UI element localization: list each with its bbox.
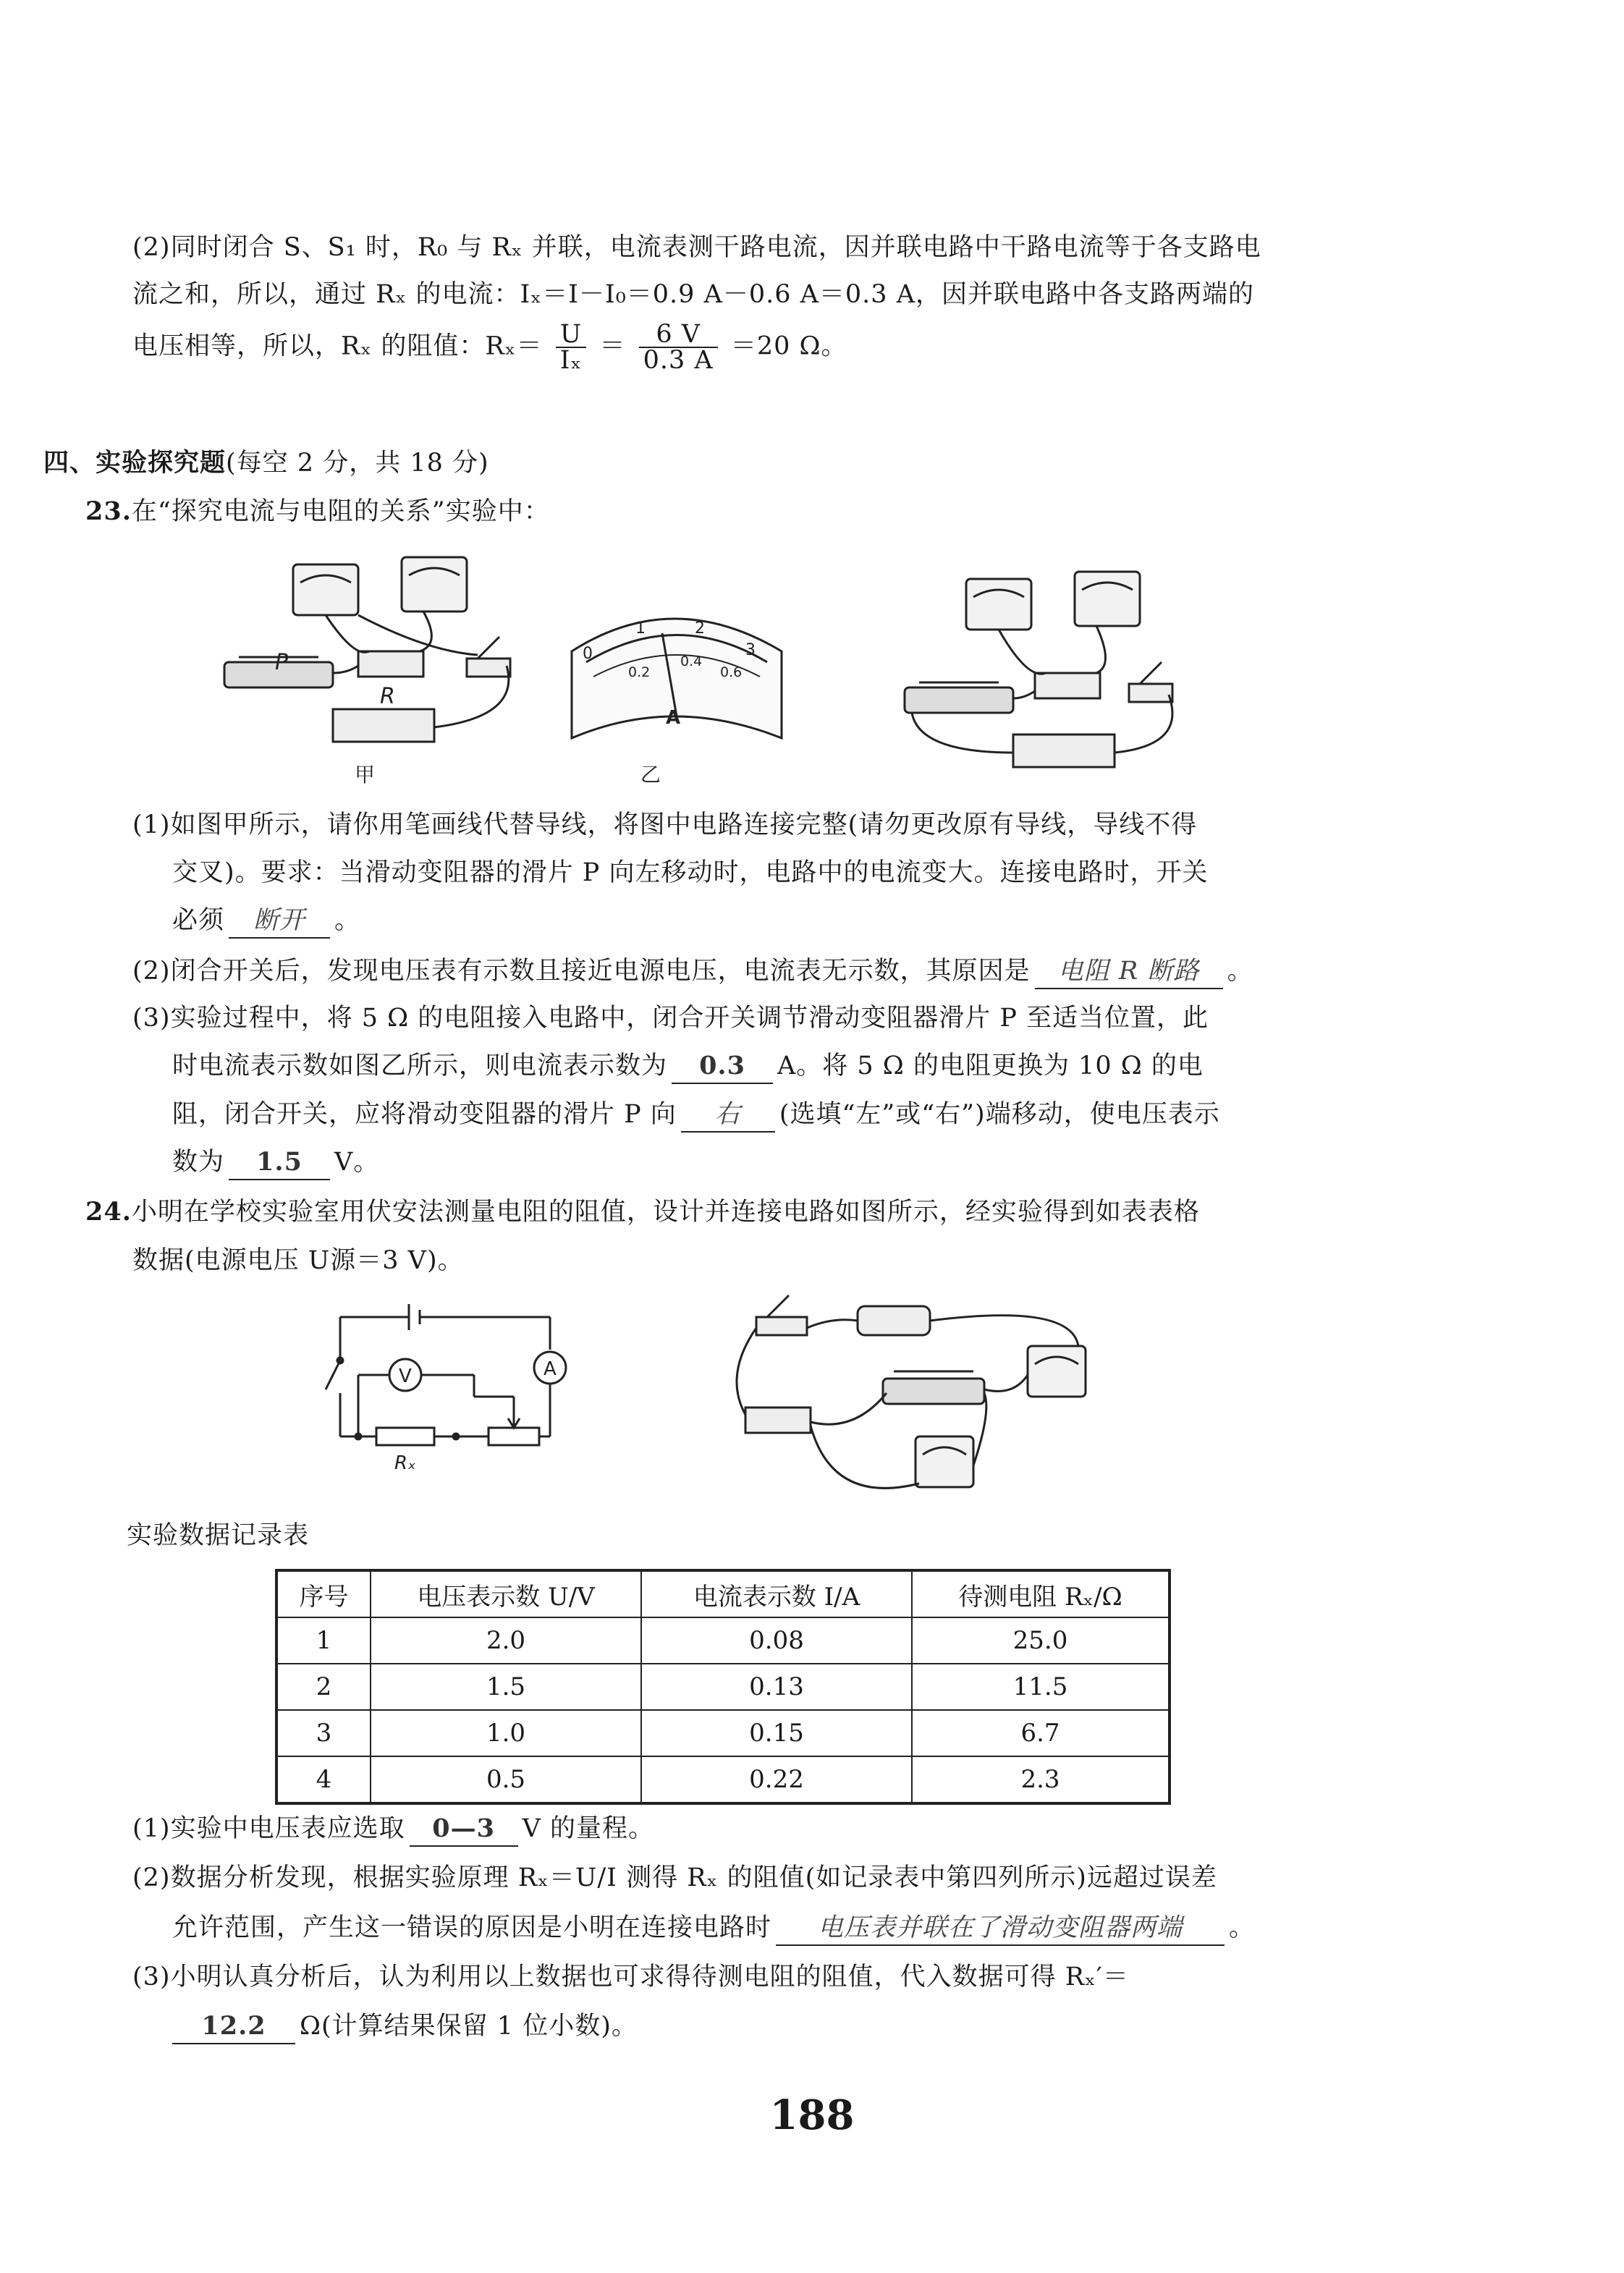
tick-bottom-2: 0.4 [680, 653, 703, 669]
fig-label-yi: 乙 [640, 763, 661, 787]
tick-bottom-1: 0.2 [628, 664, 651, 680]
answer-blank-voltage: 1.5 [229, 1146, 330, 1180]
table-cell: 0.22 [641, 1756, 912, 1803]
table-title: 实验数据记录表 [127, 1521, 310, 1550]
label-r: R [380, 684, 395, 709]
resistor-icon-2 [1035, 673, 1100, 698]
tick-top-2: 2 [695, 619, 705, 638]
table-cell: 2.0 [371, 1617, 641, 1664]
tick-top-3: 3 [745, 641, 756, 659]
table-row [276, 1664, 1170, 1710]
table-cell: 1 [276, 1617, 371, 1664]
q23-p3-line-1: (3)实验过程中，将 5 Ω 的电阻接入电路中，闭合开关调节滑动变阻器滑片 P 至适当位置，此 [132, 1004, 1209, 1033]
frac1-num: U [556, 322, 587, 348]
label-p: P [275, 650, 289, 675]
q23-p1-line-3-post: 。 [334, 906, 361, 935]
q22-line-3: 电压相等，所以，Rₓ 的阻值：Rₓ＝ $\frac{U}{\text{Iₓ}}$ ＝ $\frac{6 V}{0.3 A}$ ＝20 Ω。 [132, 320, 847, 375]
q24-stem-l1: 小明在学校实验室用伏安法测量电阻的阻值，设计并连接电路如图所示，经实验得到如表表格 [131, 1198, 1200, 1227]
q24-p1-pre: (1)实验中电压表应选取 [132, 1814, 405, 1843]
q23-p3-line-4 [172, 1139, 379, 1185]
table-row [276, 1710, 1170, 1756]
table-cell: 0.5 [371, 1756, 641, 1803]
table-cell: 6.7 [912, 1710, 1170, 1756]
q24-p3-l2-post: Ω(计算结果保留 1 位小数)。 [300, 2012, 638, 2041]
schematic-a-label: A [544, 1358, 557, 1380]
q23-p2-line [132, 948, 1253, 994]
switch-icon-2 [1129, 684, 1172, 702]
q23-p1-line-2: 交叉)。要求：当滑动变阻器的滑片 P 向左移动时，电路中的电流变大。连接电路时，开关 [172, 858, 1209, 887]
q24-stem-line-1 [85, 1189, 1200, 1235]
q22-line-3-post: ＝20 Ω。 [730, 331, 847, 361]
answer-blank-current: 0.3 [672, 1049, 773, 1084]
section-title: 四、实验探究题 [43, 448, 227, 478]
q24-physical-circuit [737, 1295, 1086, 1488]
q24-p1-line [132, 1806, 654, 1852]
table-cell: 1.5 [371, 1664, 641, 1710]
q23-p1-line-3 [172, 897, 360, 944]
q23-p1-line-1: (1)如图甲所示，请你用笔画线代替导线，将图中电路连接完整(请勿更改原有导线，导线不得 [132, 810, 1198, 839]
q24-number: 24. [85, 1197, 132, 1227]
rheostat-icon-2 [905, 687, 1013, 713]
battery-icon [333, 709, 434, 742]
q23-p1-line-3-pre: 必须 [172, 906, 225, 935]
q22-line-3-pre: 电压相等，所以，Rₓ 的阻值：Rₓ＝ [132, 331, 543, 361]
answer-blank-direction: 右 [681, 1098, 775, 1133]
q23-p3-line-3-pre: 阻，闭合开关，应将滑动变阻器的滑片 P 向 [172, 1100, 677, 1129]
q24-figures [304, 1288, 1172, 1520]
q24-p3-line-2 [172, 2003, 638, 2049]
voltmeter-icon-2 [1075, 572, 1140, 626]
schematic-rx-label: Rₓ [394, 1452, 416, 1474]
q24-p1-post: V 的量程。 [522, 1814, 654, 1843]
circuit-figure-jia [224, 557, 510, 742]
answer-blank-open-circuit: 电阻 R 断路 [1035, 955, 1223, 989]
q23-stem-text: 在“探究电流与电阻的关系”实验中： [131, 497, 550, 526]
answer-blank-resistance: 12.2 [172, 2010, 295, 2044]
table-cell: 2 [276, 1664, 371, 1710]
answer-blank-range: 0—3 [410, 1812, 518, 1847]
frac2-num: 6 V [639, 322, 718, 348]
answer-blank-error-cause: 电压表并联在了滑动变阻器两端 [776, 1911, 1225, 1946]
schematic-switch-icon [326, 1360, 340, 1389]
q23-number: 23. [85, 496, 132, 526]
q23-p3-line-2 [172, 1043, 1204, 1089]
ammeter-icon-2 [966, 579, 1031, 630]
resistor-r-icon [358, 651, 423, 677]
frac1-den: Iₓ [559, 346, 583, 375]
q23-p2-pre: (2)闭合开关后，发现电压表有示数且接近电源电压，电流表无示数，其原因是 [132, 957, 1031, 986]
q24-p3-line-1: (3)小明认真分析后，认为利用以上数据也可求得待测电阻的阻值，代入数据可得 Rₓ′＝ [132, 1963, 1129, 1991]
physical-battery-icon [858, 1306, 930, 1335]
schematic-v-label: V [399, 1366, 412, 1387]
table-cell: 3 [276, 1710, 371, 1756]
q23-p3-line-2-pre: 时电流表示数如图乙所示，则电流表示数为 [172, 1051, 668, 1080]
q24-p2-line-1: (2)数据分析发现，根据实验原理 Rₓ＝U/I 测得 Rₓ 的阻值(如记录表中第四列所示)远超过误差 [132, 1863, 1217, 1892]
physical-voltmeter-icon [915, 1436, 973, 1487]
physical-switch-icon [756, 1317, 807, 1335]
table-header: 电压表示数 U/V [371, 1570, 641, 1617]
fraction-6v-over-03a [639, 322, 718, 373]
table-cell: 2.3 [912, 1756, 1170, 1803]
switch-icon [467, 659, 510, 677]
ammeter-unit: A [666, 707, 681, 729]
answer-blank-disconnect: 断开 [229, 904, 330, 939]
table-cell: 11.5 [912, 1664, 1170, 1710]
q22-line-2: 流之和，所以，通过 Rₓ 的电流：Iₓ＝I－I₀＝0.9 A－0.6 A＝0.3 A，因并联电路中各支路两端的 [132, 280, 1254, 309]
tick-top-1: 1 [635, 619, 646, 638]
table-cell: 0.08 [641, 1617, 912, 1664]
table-header: 待测电阻 Rₓ/Ω [912, 1570, 1170, 1617]
physical-rheostat-icon [883, 1379, 984, 1404]
circuit-figure-answer [905, 572, 1172, 767]
tick-bottom-3: 0.6 [720, 664, 743, 680]
tick-top-0: 0 [583, 645, 593, 663]
q23-p3-line-2-post: A。将 5 Ω 的电阻更换为 10 Ω 的电 [777, 1051, 1204, 1080]
q23-p3-line-4-post: V。 [334, 1148, 380, 1177]
voltmeter-icon [402, 557, 467, 611]
battery-icon-2 [1013, 735, 1115, 767]
table-cell: 0.15 [641, 1710, 912, 1756]
fraction-u-over-ix [556, 322, 587, 373]
q22-line-1: (2)同时闭合 S、S₁ 时，R₀ 与 Rₓ 并联，电流表测干路电流，因并联电路中干路电流等于各支路电 [132, 233, 1261, 262]
physical-ammeter-icon [1028, 1346, 1086, 1397]
table-header-row [276, 1570, 1170, 1617]
q23-p2-post: 。 [1227, 957, 1253, 986]
q23-p3-line-3 [172, 1091, 1220, 1138]
schematic-resistor-rx [376, 1428, 434, 1445]
table-cell: 25.0 [912, 1617, 1170, 1664]
table-row [276, 1756, 1170, 1803]
ammeter-icon [293, 564, 358, 615]
q24-p2-l2-pre: 允许范围，产生这一错误的原因是小明在连接电路时 [172, 1913, 772, 1942]
q23-p3-line-4-pre: 数为 [172, 1148, 225, 1177]
q24-p2-l2-post: 。 [1229, 1913, 1256, 1942]
q23-figures [210, 543, 1266, 796]
section-header [43, 440, 489, 486]
schematic-rheostat [489, 1428, 539, 1445]
table-cell: 4 [276, 1756, 371, 1803]
page-number: 188 [769, 2091, 855, 2139]
fig-label-jia: 甲 [355, 763, 376, 787]
q24-stem-line-2: 数据(电源电压 U源＝3 V)。 [132, 1246, 464, 1275]
table-cell: 1.0 [371, 1710, 641, 1756]
q24-schematic [326, 1304, 566, 1445]
section-note: (每空 2 分，共 18 分) [226, 449, 489, 478]
physical-resistor-icon [745, 1408, 811, 1433]
table-row [276, 1617, 1170, 1664]
table-header: 电流表示数 I/A [641, 1570, 912, 1617]
q23-p3-line-3-post: (选填“左”或“右”)端移动，使电压表示 [779, 1100, 1220, 1129]
data-record-table [275, 1569, 1171, 1805]
frac2-den: 0.3 A [643, 346, 714, 375]
table-header: 序号 [276, 1570, 371, 1617]
q24-p2-line-2 [172, 1905, 1255, 1951]
table-cell: 0.13 [641, 1664, 912, 1710]
q23-stem [85, 488, 550, 535]
